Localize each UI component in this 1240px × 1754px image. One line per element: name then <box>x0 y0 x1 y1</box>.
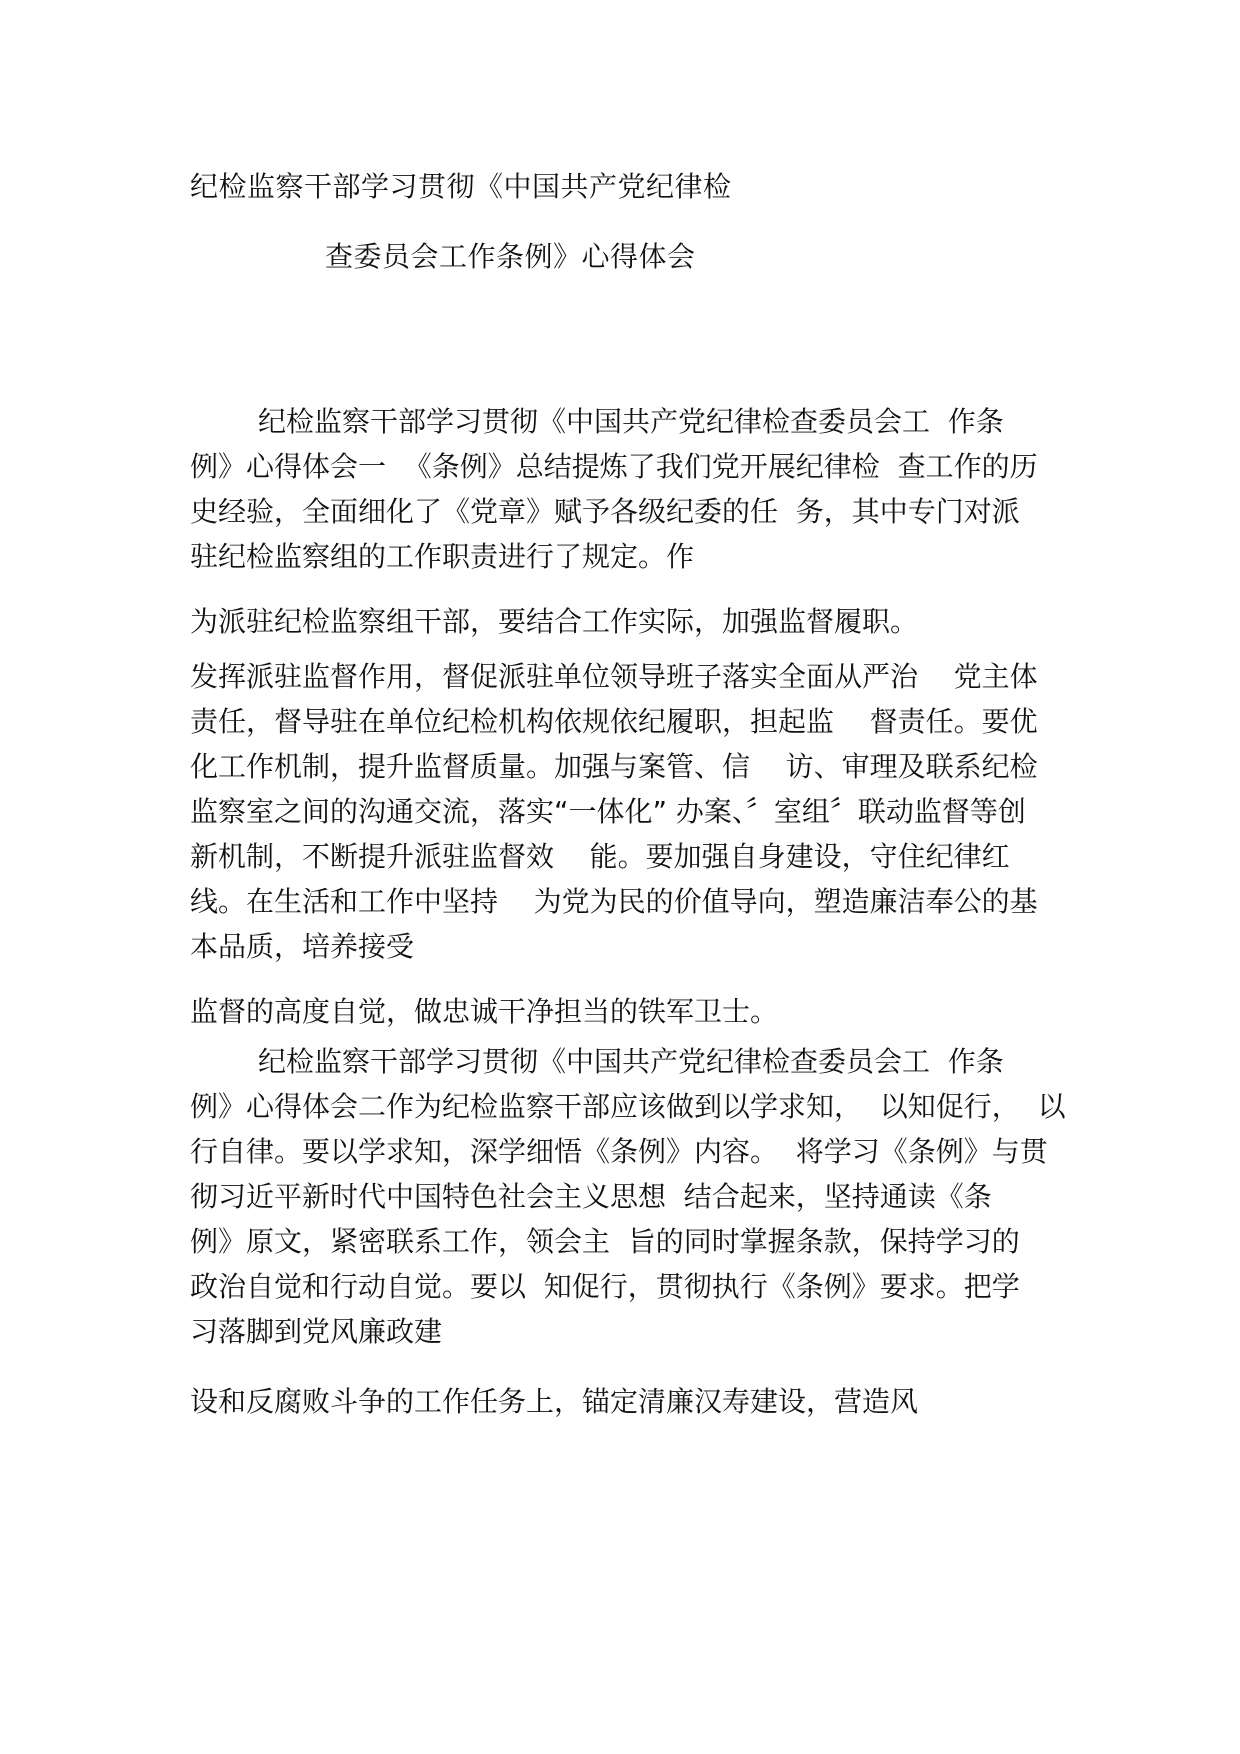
body-line: 例》原文，紧密联系工作，领会主 旨的同时掌握条款，保持学习的 <box>190 1225 1020 1258</box>
body-line: 行自律。要以学求知，深学细悟《条例》内容。 将学习《条例》与贯 <box>190 1135 1048 1168</box>
body-line: 责任，督导驻在单位纪检机构依规依纪履职，担起监 督责任。要优 <box>190 705 1038 738</box>
body-line: 监督的高度自觉，做忠诚干净担当的铁军卫士。 <box>190 995 779 1028</box>
body-line: 例》心得体会二作为纪检监察干部应该做到以学求知， 以知促行， 以 <box>190 1090 1066 1123</box>
body-line: 本品质，培养接受 <box>190 930 415 963</box>
body-line: 化工作机制，提升监督质量。加强与案管、信 访、审理及联系纪检 <box>190 750 1038 783</box>
body-line: 为派驻纪检监察组干部，要结合工作实际，加强监督履职。 <box>190 605 919 638</box>
body-line: 纪检监察干部学习贯彻《中国共产党纪律检查委员会工 作条 <box>258 1045 1004 1078</box>
body-line: 驻纪检监察组的工作职责进行了规定。作 <box>190 540 695 573</box>
body-line: 政治自觉和行动自觉。要以 知促行，贯彻执行《条例》要求。把学 <box>190 1270 1020 1303</box>
body-line: 纪检监察干部学习贯彻《中国共产党纪律检查委员会工 作条 <box>258 405 1004 438</box>
body-line: 线。在生活和工作中坚持 为党为民的价值导向，塑造廉洁奉公的基 <box>190 885 1038 918</box>
body-line: 史经验，全面细化了《党章》赋予各级纪委的任 务，其中专门对派 <box>190 495 1020 528</box>
body-line: 例》心得体会一 《条例》总结提炼了我们党开展纪律检 查工作的历 <box>190 450 1038 483</box>
body-line: 发挥派驻监督作用，督促派驻单位领导班子落实全面从严治 党主体 <box>190 660 1038 693</box>
title-line-2: 查委员会工作条例》心得体会 <box>325 240 696 273</box>
body-line: 彻习近平新时代中国特色社会主义思想 结合起来，坚持通读《条 <box>190 1180 992 1213</box>
body-line: 新机制，不断提升派驻监督效 能。要加强自身建设，守住纪律红 <box>190 840 1010 873</box>
body-line: 监察室之间的沟通交流，落实“一体化” 办案、〞室组〞联动监督等创 <box>190 795 1026 828</box>
title-line-1: 纪检监察干部学习贯彻《中国共产党纪律检 <box>190 170 732 203</box>
body-line: 设和反腐败斗争的工作任务上，锚定清廉汉寿建设，营造风 <box>190 1385 919 1418</box>
body-line: 习落脚到党风廉政建 <box>190 1315 443 1348</box>
